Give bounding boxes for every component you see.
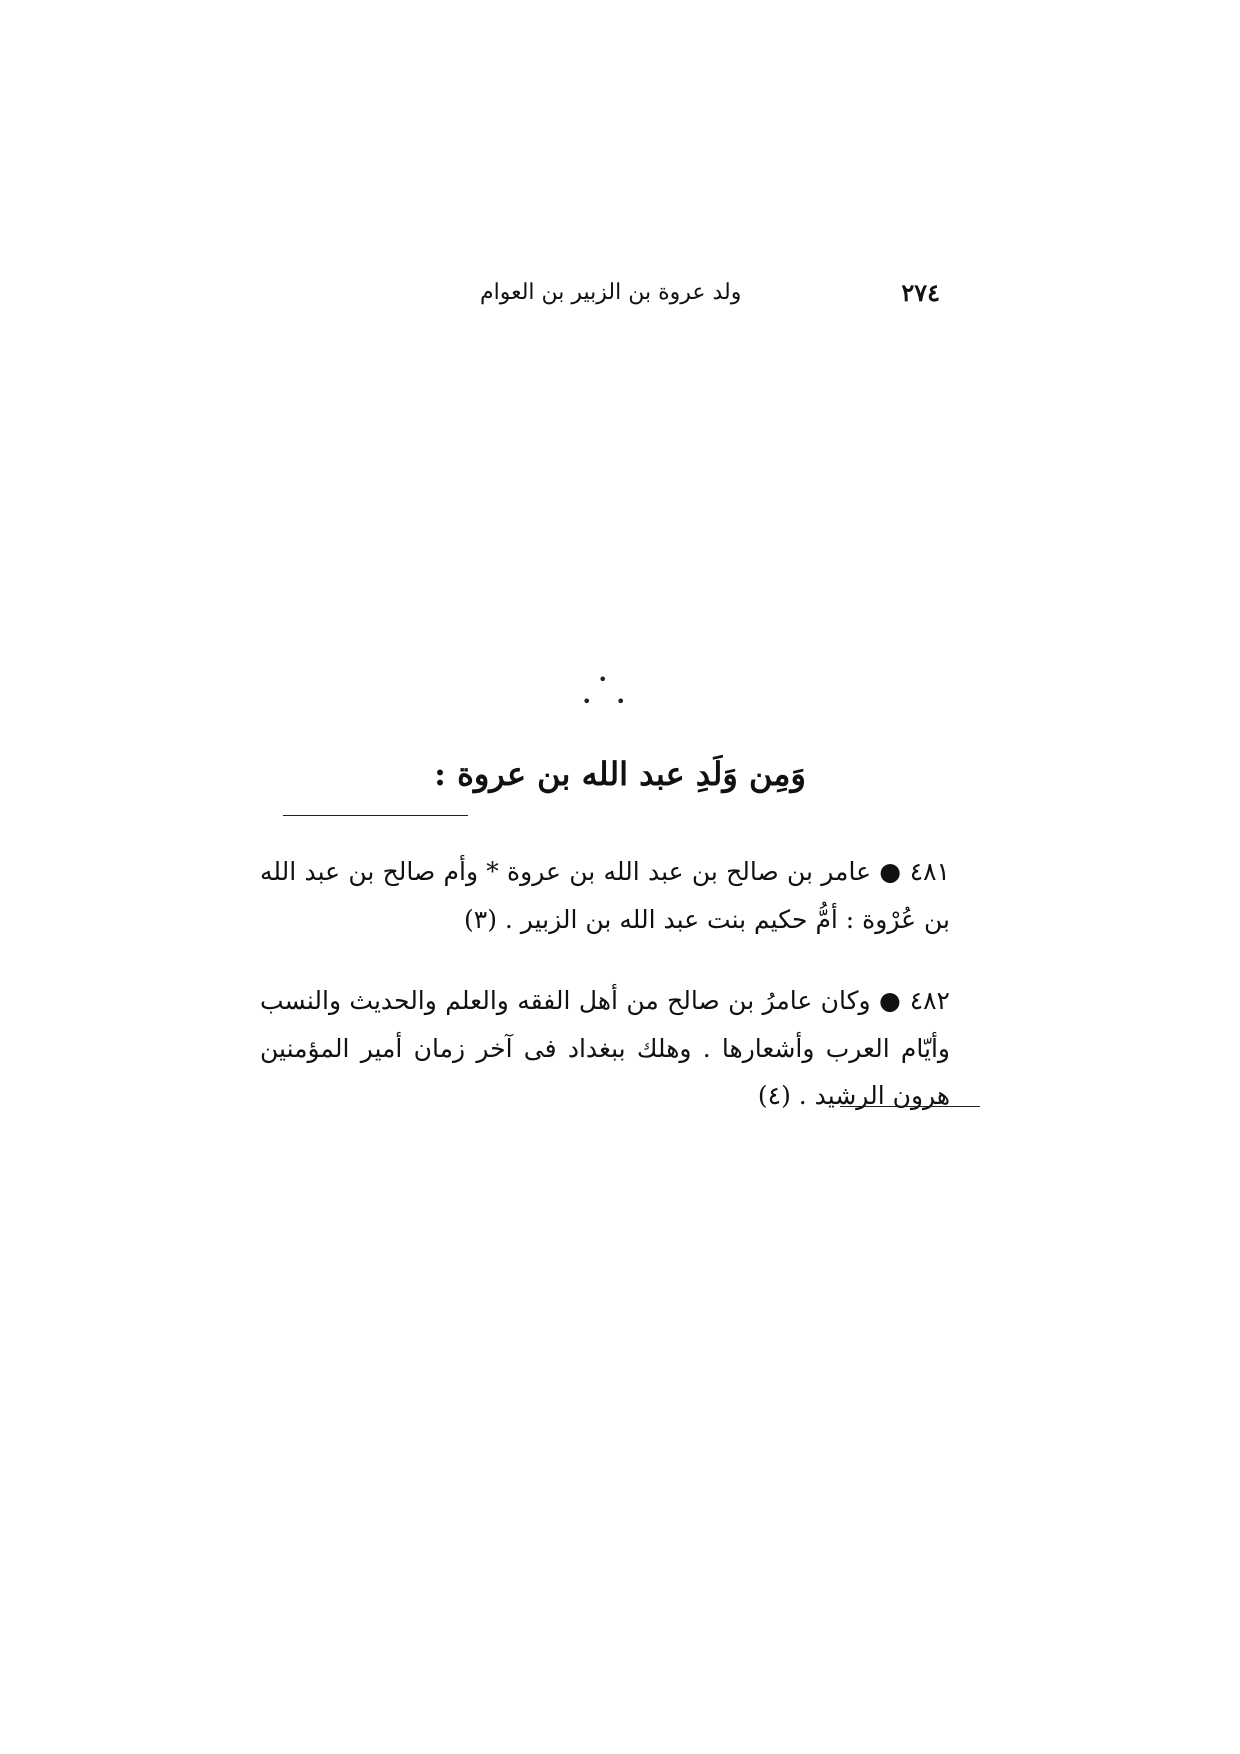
- page-number: ٢٧٤: [901, 278, 940, 307]
- entry-number: ٤٨٢: [909, 986, 950, 1015]
- entry-marker-icon: ●: [879, 986, 902, 1015]
- ornament-dot-top: •: [598, 670, 608, 689]
- running-title: ولد عروة بن الزبير بن العوام: [480, 280, 742, 305]
- entry-482: [260, 977, 950, 1120]
- entry-text: وكان عامرُ بن صالح من أهل الفقه والعلم والحديث والنسب وأيّام العرب وأشعارها . وهلك ببغداد فى آخر زمان أمير المؤمنين هرون الرشيد . (٤): [260, 986, 950, 1110]
- entry-text: عامر بن صالح بن عبد الله بن عروة * وأم صالح بن عبد الله بن عُرْوة : أمُّ حكيم بنت عبد الله بن الزبير . (٣): [260, 857, 950, 934]
- footnote-separator: [840, 1106, 980, 1107]
- entry-481: [260, 848, 950, 943]
- page-header: [470, 278, 940, 318]
- ornament-dot-right: •: [616, 692, 626, 711]
- heading-rule: [283, 815, 468, 816]
- entry-number: ٤٨١: [909, 857, 950, 886]
- ornament-dot-left: •: [582, 692, 592, 711]
- section-heading: وَمِن وَلَدِ عبد الله بن عروة :: [434, 755, 806, 793]
- entry-marker-icon: ●: [879, 857, 902, 886]
